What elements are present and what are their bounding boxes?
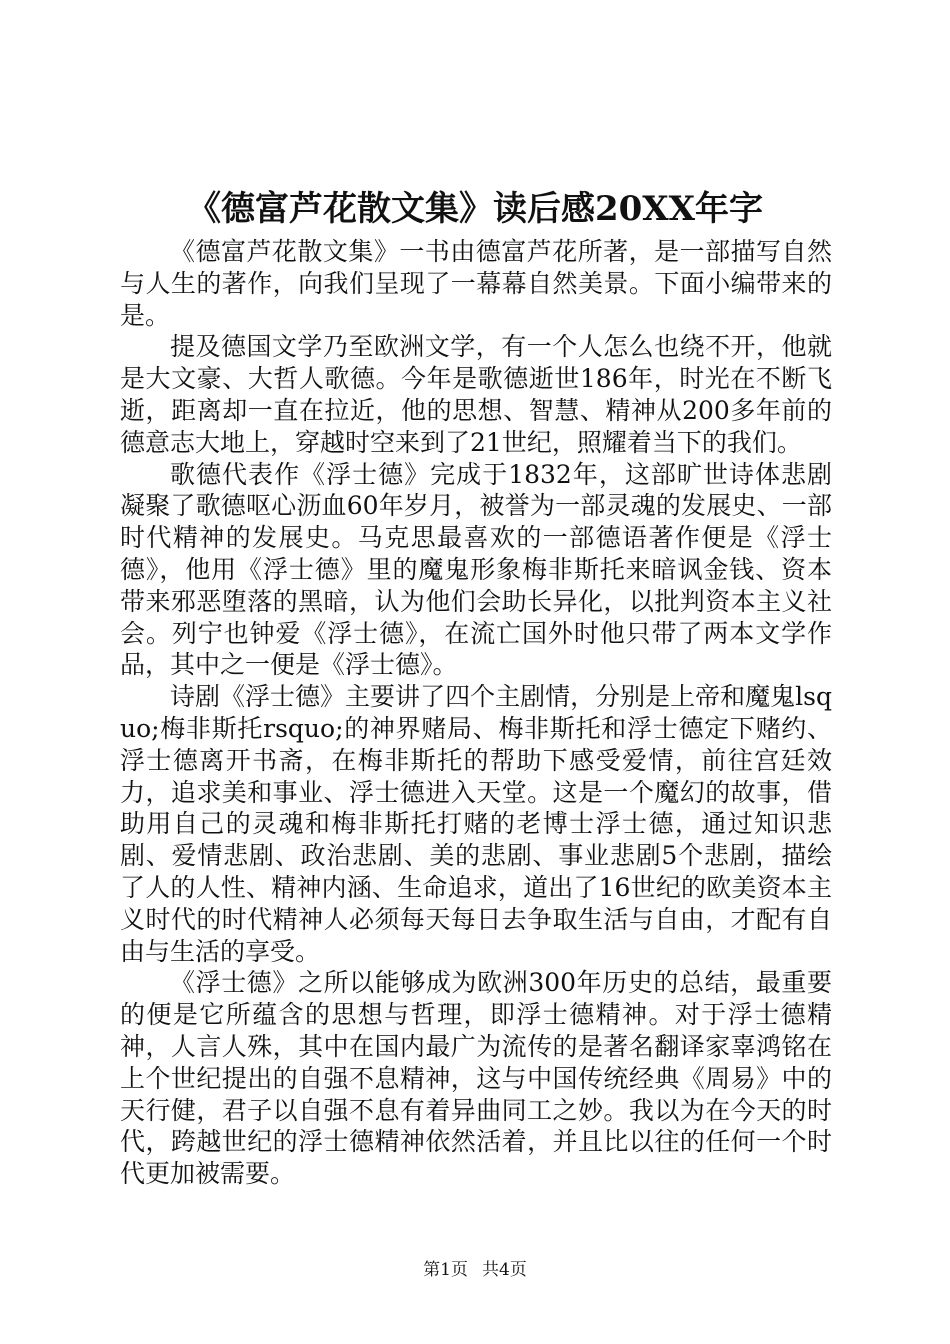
page-footer bbox=[0, 1258, 950, 1282]
page-total: 共4页 bbox=[482, 1260, 527, 1280]
paragraph-1: 《德富芦花散文集》一书由德富芦花所著，是一部描写自然与人生的著作，向我们呈现了一幕幕自然美景。下面小编带来的是。 bbox=[120, 237, 832, 330]
page-number: 第1页 bbox=[423, 1260, 468, 1280]
document-title: 《德富芦花散文集》读后感20XX年字 bbox=[186, 189, 764, 229]
document-body bbox=[120, 236, 832, 1190]
paragraph-5: 《浮士德》之所以能够成为欧洲300年历史的总结，最重要的便是它所蕴含的思想与哲理，即浮士德精神。对于浮士德精神，人言人殊，其中在国内最广为流传的是著名翻译家辜鸿铭在上个世纪提出的自强不息精神，这与中国传统经典《周易》中的天行健，君子以自强不息有着异曲同工之妙。我以为在今天的时代，跨越世纪的浮士德精神依然活着，并且比以往的任何一个时代更加被需要。 bbox=[120, 968, 832, 1189]
paragraph-2: 提及德国文学乃至欧洲文学，有一个人怎么也绕不开，他就是大文豪、大哲人歌德。今年是歌德逝世186年，时光在不断飞逝，距离却一直在拉近，他的思想、智慧、精神从200多年前的德意志大地上，穿越时空来到了21世纪，照耀着当下的我们。 bbox=[120, 332, 832, 457]
paragraph-3: 歌德代表作《浮士德》完成于1832年，这部旷世诗体悲剧凝聚了歌德呕心沥血60年岁月，被誉为一部灵魂的发展史、一部时代精神的发展史。马克思最喜欢的一部德语著作便是《浮士德》，他用《浮士德》里的魔鬼形象梅非斯托来暗讽金钱、资本带来邪恶堕落的黑暗，认为他们会助长异化，以批判资本主义社会。列宁也钟爱《浮士德》，在流亡国外时他只带了两本文学作品，其中之一便是《浮士德》。 bbox=[120, 459, 832, 680]
paragraph-4: 诗剧《浮士德》主要讲了四个主剧情，分别是上帝和魔鬼lsquo;梅非斯托rsquo;的神界赌局、梅非斯托和浮士德定下赌约、浮士德离开书斋，在梅非斯托的帮助下感受爱情，前往宫廷效力，追求美和事业、浮士德进入天堂。这是一个魔幻的故事，借助用自己的灵魂和梅非斯托打赌的老博士浮士德，通过知识悲剧、爱情悲剧、政治悲剧、美的悲剧、事业悲剧5个悲剧，描绘了人的人性、精神内涵、生命追求，道出了16世纪的欧美资本主义时代的时代精神人必须每天每日去争取生活与自由，才配有自由与生活的享受。 bbox=[120, 682, 832, 966]
